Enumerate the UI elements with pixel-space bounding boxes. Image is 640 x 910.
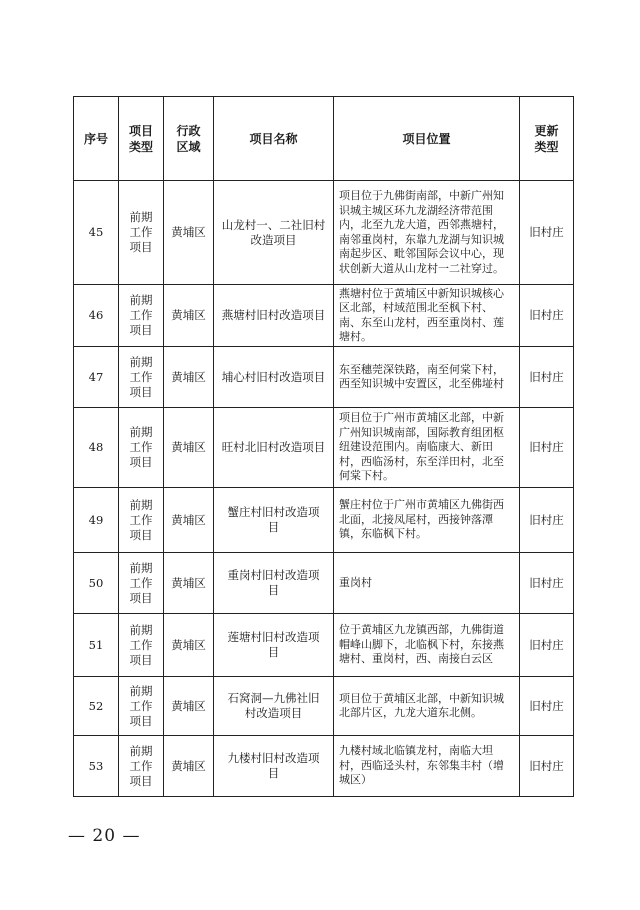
cell-update-type: 旧村庄 (520, 347, 574, 408)
cell-project-name: 重岗村旧村改造项目 (214, 553, 334, 614)
header-district: 行政区域 (164, 97, 214, 181)
cell-location: 九楼村域北临镇龙村，南临大坦村，西临迳头村，东邻集丰村（增城区） (334, 736, 520, 797)
cell-project-type: 前期工作项目 (119, 614, 164, 677)
cell-update-type: 旧村庄 (520, 181, 574, 285)
cell-district: 黄埔区 (164, 285, 214, 347)
cell-project-name: 石窝洞—九佛社旧村改造项目 (214, 677, 334, 736)
cell-project-type: 前期工作项目 (119, 408, 164, 488)
table-row (74, 614, 574, 677)
cell-update-type: 旧村庄 (520, 614, 574, 677)
cell-district: 黄埔区 (164, 488, 214, 553)
cell-project-type: 前期工作项目 (119, 488, 164, 553)
cell-district: 黄埔区 (164, 553, 214, 614)
cell-serial: 50 (74, 553, 119, 614)
cell-project-type: 前期工作项目 (119, 181, 164, 285)
cell-district: 黄埔区 (164, 181, 214, 285)
table-row (74, 181, 574, 285)
cell-project-name: 旺村北旧村改造项目 (214, 408, 334, 488)
header-location: 项目位置 (334, 97, 520, 181)
cell-location: 蟹庄村位于广州市黄埔区九佛街西北面，北接凤尾村，西接钟落潭镇，东临枫下村。 (334, 488, 520, 553)
table-row (74, 347, 574, 408)
cell-project-name: 山龙村一、二社旧村改造项目 (214, 181, 334, 285)
cell-project-name: 莲塘村旧村改造项目 (214, 614, 334, 677)
cell-serial: 45 (74, 181, 119, 285)
project-table (73, 96, 574, 797)
cell-location: 重岗村 (334, 553, 520, 614)
header-serial: 序号 (74, 97, 119, 181)
cell-update-type: 旧村庄 (520, 285, 574, 347)
cell-serial: 49 (74, 488, 119, 553)
table-header-row (74, 97, 574, 181)
cell-project-type: 前期工作项目 (119, 347, 164, 408)
cell-update-type: 旧村庄 (520, 736, 574, 797)
table-row (74, 488, 574, 553)
cell-district: 黄埔区 (164, 677, 214, 736)
header-project-name: 项目名称 (214, 97, 334, 181)
cell-update-type: 旧村庄 (520, 553, 574, 614)
table-row (74, 285, 574, 347)
header-update-type: 更新类型 (520, 97, 574, 181)
cell-serial: 48 (74, 408, 119, 488)
cell-location: 燕塘村位于黄埔区中新知识城核心区北部，村域范围北至枫下村、南、东至山龙村，西至重岗村、莲塘村。 (334, 285, 520, 347)
cell-project-name: 燕塘村旧村改造项目 (214, 285, 334, 347)
cell-serial: 51 (74, 614, 119, 677)
cell-project-type: 前期工作项目 (119, 677, 164, 736)
cell-project-type: 前期工作项目 (119, 285, 164, 347)
cell-update-type: 旧村庄 (520, 488, 574, 553)
cell-project-type: 前期工作项目 (119, 553, 164, 614)
cell-district: 黄埔区 (164, 736, 214, 797)
cell-serial: 53 (74, 736, 119, 797)
cell-district: 黄埔区 (164, 614, 214, 677)
page-number: — 20 — (68, 826, 141, 846)
cell-project-type: 前期工作项目 (119, 736, 164, 797)
cell-serial: 47 (74, 347, 119, 408)
table-row (74, 677, 574, 736)
cell-project-name: 蟹庄村旧村改造项目 (214, 488, 334, 553)
cell-location: 东至穗莞深铁路，南至何棠下村，西至知识城中安置区，北至佛𡌶村 (334, 347, 520, 408)
cell-project-name: 埔心村旧村改造项目 (214, 347, 334, 408)
cell-serial: 52 (74, 677, 119, 736)
cell-update-type: 旧村庄 (520, 677, 574, 736)
table-row (74, 553, 574, 614)
cell-location: 位于黄埔区九龙镇西部，九佛街道帽峰山脚下，北临枫下村，东接燕塘村、重岗村，西、南接白云区 (334, 614, 520, 677)
cell-location: 项目位于广州市黄埔区北部，中新广州知识城南部，国际教育组团枢纽建设范围内。南临康大、新田村，西临汤村，东至洋田村，北至何棠下村。 (334, 408, 520, 488)
cell-project-name: 九楼村旧村改造项目 (214, 736, 334, 797)
cell-update-type: 旧村庄 (520, 408, 574, 488)
cell-location: 项目位于九佛街南部，中新广州知识城主城区环九龙湖经济带范围内，北至九龙大道，西邻燕塘村，南邻重岗村，东靠九龙湖与知识城南起步区、毗邻国际会议中心，现状创新大道从山龙村一二社穿过。 (334, 181, 520, 285)
cell-district: 黄埔区 (164, 408, 214, 488)
header-project-type: 项目类型 (119, 97, 164, 181)
cell-district: 黄埔区 (164, 347, 214, 408)
table-row (74, 408, 574, 488)
cell-location: 项目位于黄埔区北部，中新知识城北部片区，九龙大道东北侧。 (334, 677, 520, 736)
table-row (74, 736, 574, 797)
cell-serial: 46 (74, 285, 119, 347)
